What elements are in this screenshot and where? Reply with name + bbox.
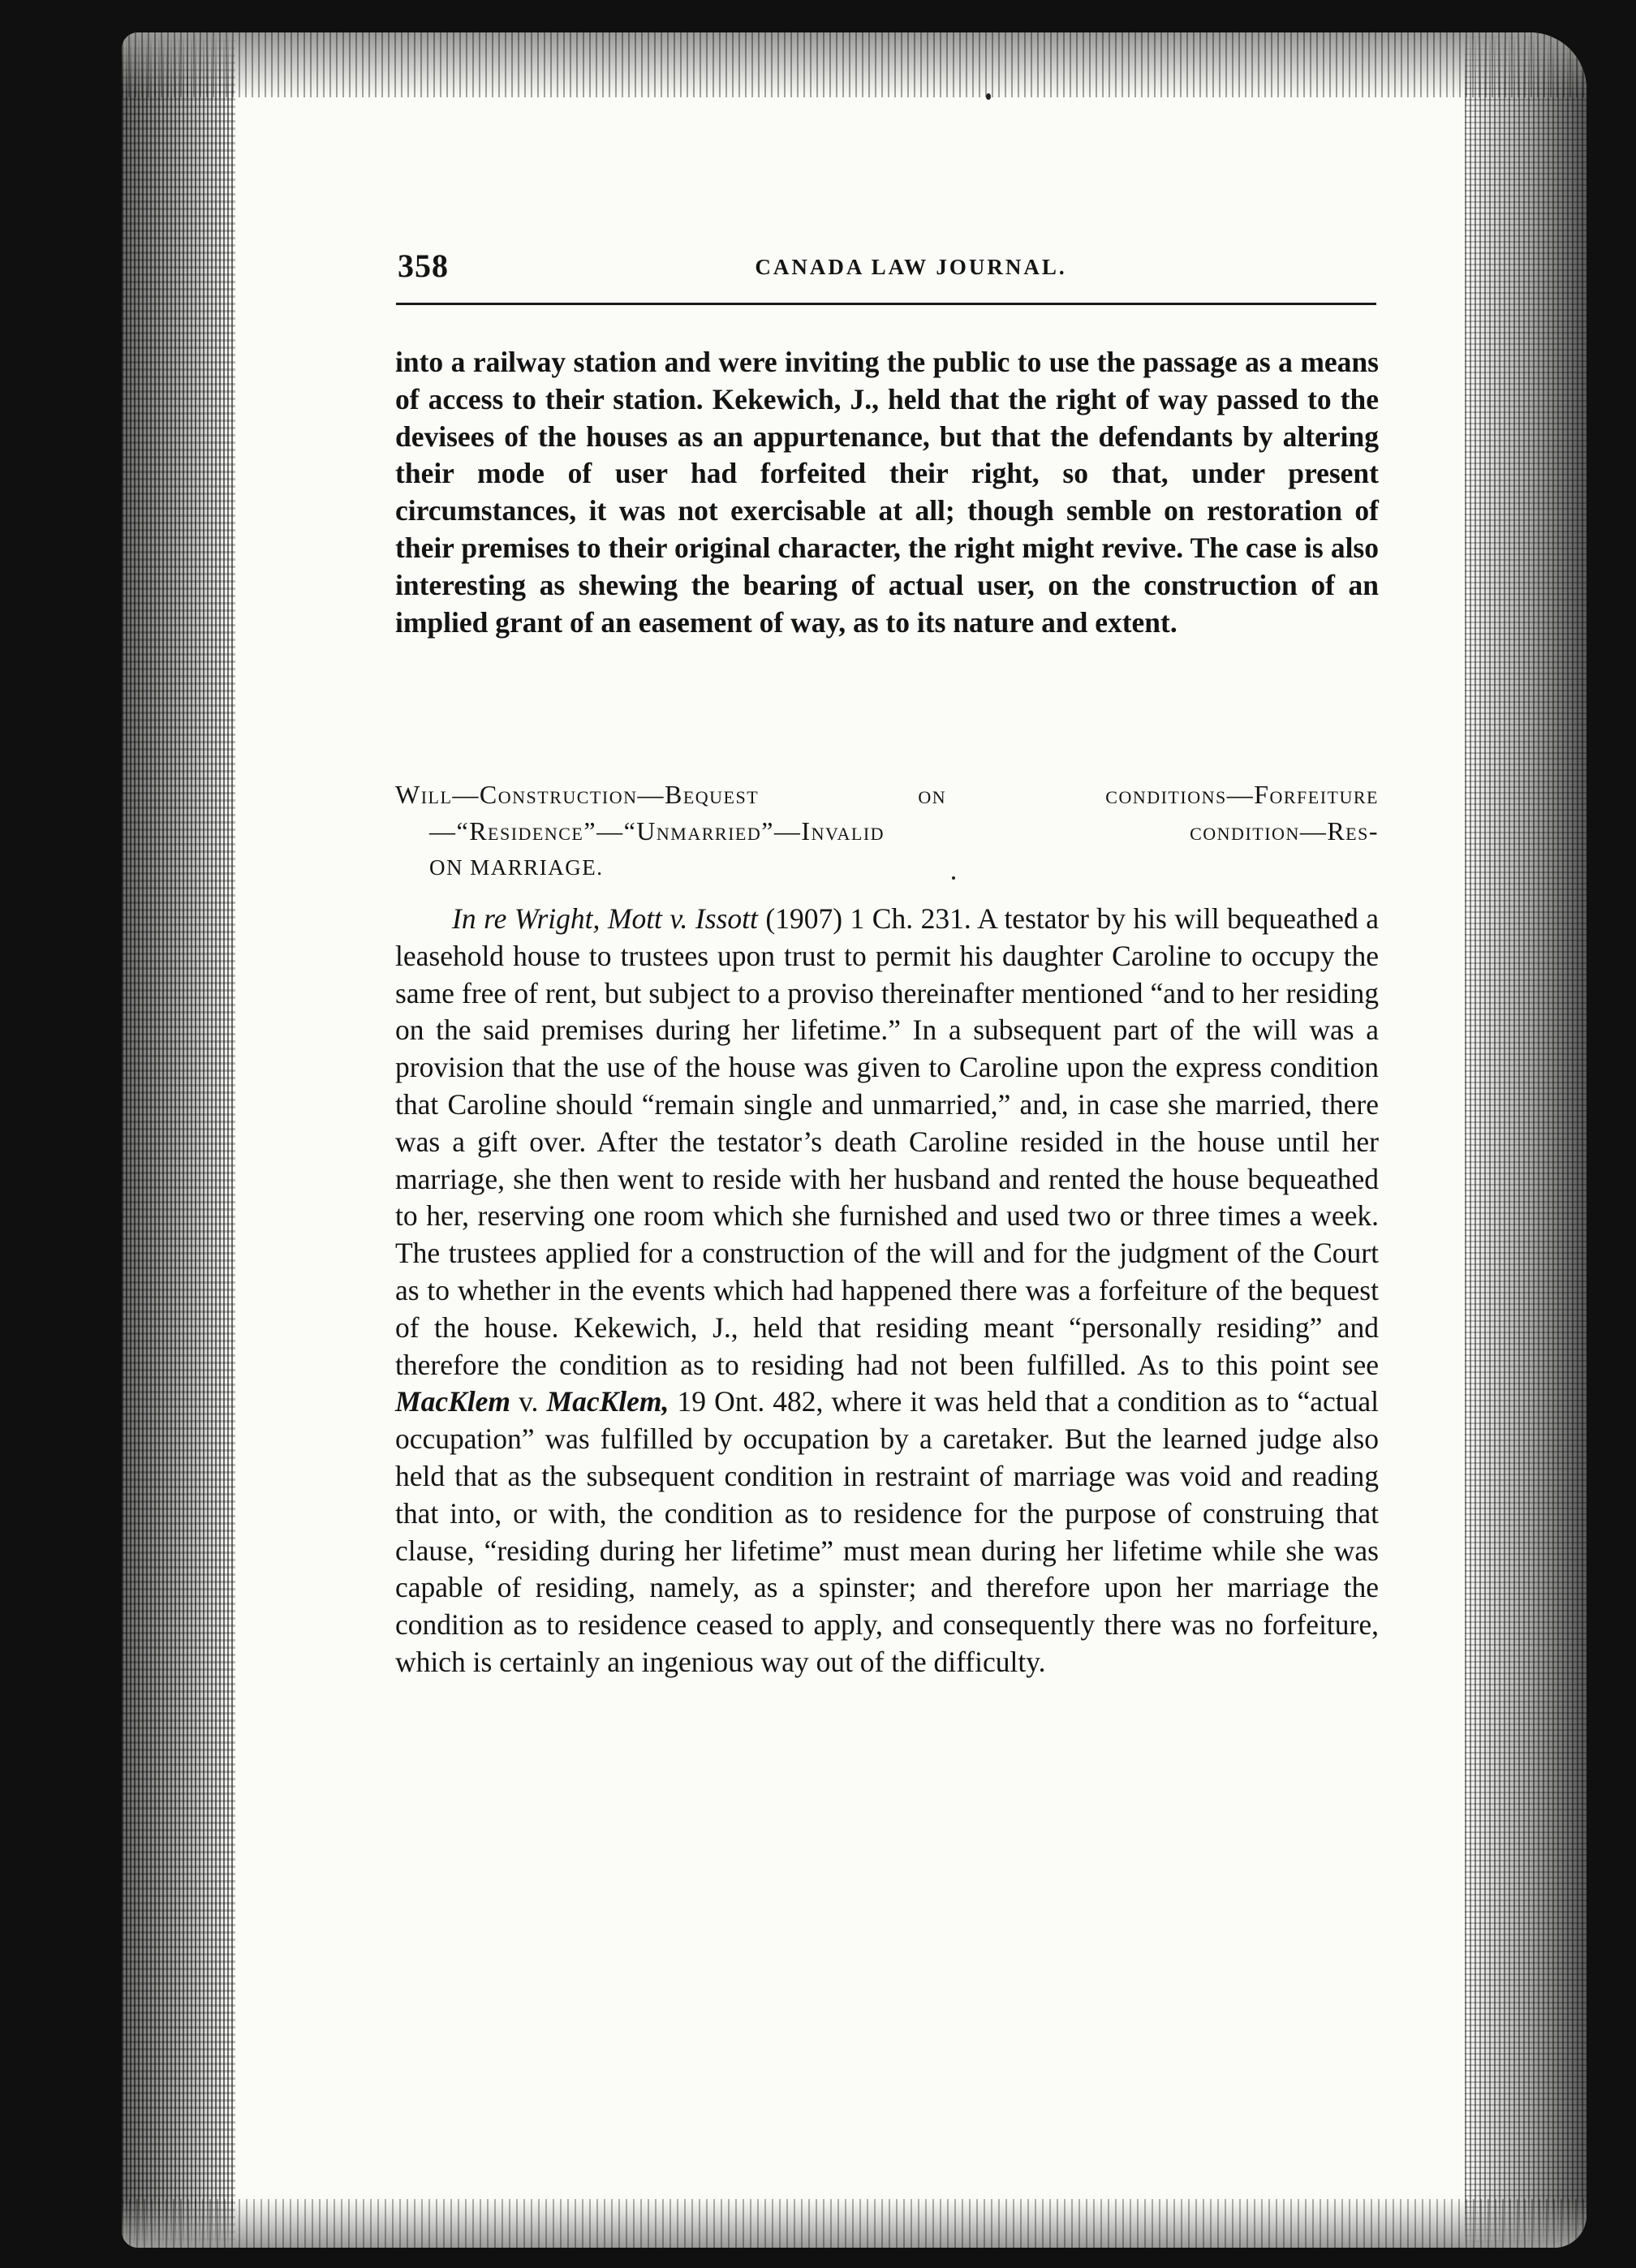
case-paragraph (395, 901, 1379, 1681)
case-name: In re Wright, Mott v. Issott (452, 902, 758, 935)
section-heading-line-1: Will—Construction—Bequest on conditions—Forfeiture (395, 780, 1379, 809)
page-number: 358 (398, 247, 449, 284)
section-heading-line-3: ON MARRIAGE. (429, 855, 604, 880)
page-edge-bottom (122, 2199, 1586, 2248)
page-edge-left (122, 32, 235, 2248)
scan-speck (986, 93, 991, 100)
page-header (398, 247, 1376, 287)
continued-paragraph (395, 344, 1379, 641)
section-heading-line-2: —“Residence”—“Unmarried”—Invalid condition—Res- (429, 816, 1379, 846)
case-paragraph-text (395, 901, 1379, 1681)
case-citation: (1907) 1 Ch. 231. (765, 902, 971, 935)
cited-case-name-a: MacKlem (395, 1385, 510, 1418)
case-text-part-2: 19 Ont. 482, where it was held that a condition as to “actual occupation” was fulfilled by occupation by a caretaker. But the learned judge also held that as the subsequent condition in restraint of marriage was void and reading that into, or with, the condition as to residence for the purpose of construing that clause, “residing during her lifetime” must mean during her lifetime while she was capable of residing, namely, as a spinster; and therefore upon her marriage the condition as to residence ceased to apply, and consequently there was no forfeiture, which is certainly an ingenious way out of the difficulty. (395, 1385, 1379, 1678)
header-rule (396, 303, 1376, 305)
cited-case-versus: v. (510, 1385, 547, 1418)
continued-paragraph-text: into a railway station and were inviting the public to use the passage as a means of access to their station. Kekewich, J., held that the right of way passed to the devisees of the houses as an appurtenance, but that the defendants by altering their mode of user had forfeited their right, so that, under present circumstances, it was not exercisable at all; though semble on restoration of their premises to their original character, the right might revive. The case is also interesting as shewing the bearing of actual user, on the construction of an implied grant of an easement of way, as to its nature and extent. (395, 346, 1379, 639)
case-text-part-1: A testator by his will bequeathed a leasehold house to trustees upon trust to permit his daughter Caroline to occupy the same free of rent, but subject to a proviso thereinafter mentioned “and to her residing on the said premises during her lifetime.” In a subsequent part of the will was a provision that the use of the house was given to Caroline upon the express condition that Caroline should “remain single and unmarried,” and, in case she married, there was a gift over. After the testator’s death Caroline resided in the house until her marriage, she then went to reside with her husband and rented the house bequeathed to her, reserving one room which she furnished and used two or three times a week. The trustees applied for a construction of the will and for the judgment of the Court as to whether in the events which had happened there was a forfeiture of the bequest of the house. Kekewich, J., held that residing meant “personally residing” and therefore the condition as to residing had not been fulfilled. As to this point see (395, 902, 1380, 1381)
cited-case-name-b: MacKlem, (546, 1385, 669, 1418)
running-head: CANADA LAW JOURNAL. (755, 255, 1067, 279)
section-heading (395, 777, 1379, 886)
page-edge-right (1465, 32, 1586, 2248)
page-edge-top (122, 32, 1586, 97)
